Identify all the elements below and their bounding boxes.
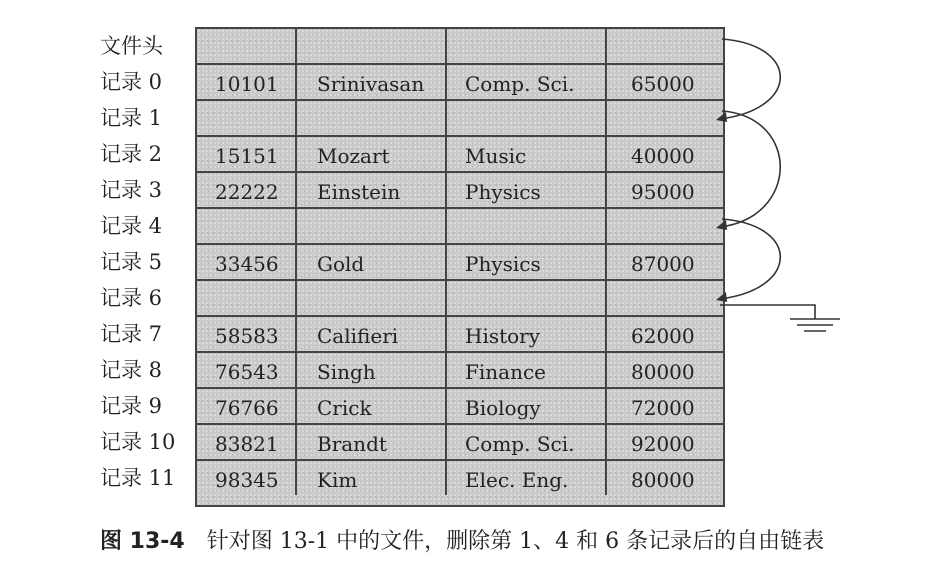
name-cell: Gold [297,245,447,279]
salary-cell: 80000 [631,360,695,384]
arrow-head [716,292,727,302]
id-cell: 83821 [197,425,297,459]
null-pointer-line [720,305,815,319]
dept-cell: Comp. Sci. [447,65,607,99]
row-label: 记录 7 [100,322,163,346]
row-label: 记录 2 [100,142,163,166]
name-cell: Mozart [297,137,447,171]
pointer-arrow [720,111,780,227]
row-label: 记录 11 [100,466,176,490]
row-label: 记录 10 [100,430,176,454]
name-cell: Brandt [297,425,447,459]
dept-cell: Music [447,137,607,171]
id-cell: 33456 [197,245,297,279]
salary-cell: 65000 [631,72,695,96]
dept-cell: Biology [447,389,607,423]
row-label: 记录 3 [100,178,163,202]
dept-cell: Physics [447,245,607,279]
id-cell: 76543 [197,353,297,387]
row-label: 文件头 [100,34,163,58]
pointer-arrow [720,219,780,299]
dept-cell: Elec. Eng. [447,461,607,495]
salary-cell: 87000 [631,252,695,276]
row-label: 记录 4 [100,214,163,238]
figure-caption [100,527,824,557]
name-cell: Einstein [297,173,447,207]
salary-cell: 40000 [631,144,695,168]
name-cell: Singh [297,353,447,387]
row-label: 记录 0 [100,70,163,94]
row-label: 记录 9 [100,394,163,418]
row-label: 记录 8 [100,358,163,382]
row-label: 记录 6 [100,286,163,310]
arrow-head [716,112,727,122]
id-cell: 22222 [197,173,297,207]
name-cell: Srinivasan [297,65,447,99]
salary-cell: 62000 [631,324,695,348]
name-cell: Crick [297,389,447,423]
salary-cell: 80000 [631,468,695,492]
row-label: 记录 5 [100,250,163,274]
row-label: 记录 1 [100,106,163,130]
id-cell: 76766 [197,389,297,423]
arrow-head [716,220,727,230]
dept-cell: History [447,317,607,351]
dept-cell: Finance [447,353,607,387]
name-cell: Califieri [297,317,447,351]
salary-cell: 92000 [631,432,695,456]
caption-label: 图 13-4 [100,529,185,554]
id-cell: 58583 [197,317,297,351]
pointer-arrow [720,39,780,119]
id-cell: 10101 [197,65,297,99]
id-cell: 98345 [197,461,297,495]
caption-text: 针对图 13-1 中的文件，删除第 1、4 和 6 条记录后的自由链表 [206,529,825,554]
id-cell: 15151 [197,137,297,171]
dept-cell: Physics [447,173,607,207]
salary-cell: 95000 [631,180,695,204]
dept-cell: Comp. Sci. [447,425,607,459]
salary-cell: 72000 [631,396,695,420]
name-cell: Kim [297,461,447,495]
